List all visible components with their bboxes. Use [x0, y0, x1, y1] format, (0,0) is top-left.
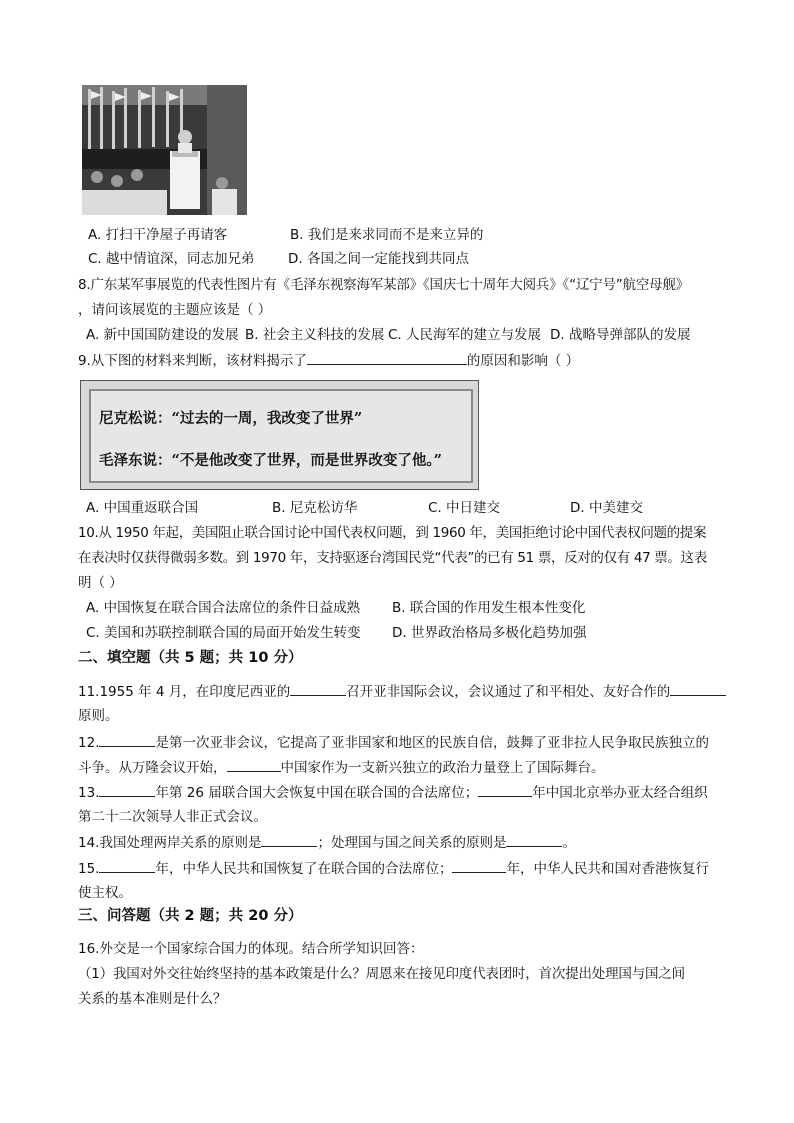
- q9-option-a[interactable]: A. 中国重返联合国: [86, 500, 199, 516]
- q12-blank-2[interactable]: [227, 757, 281, 772]
- q14-line: [78, 832, 576, 853]
- q9-stem: [78, 350, 579, 371]
- q11-blank-1[interactable]: [290, 681, 346, 696]
- q9-answer-blank[interactable]: [307, 350, 467, 365]
- q10-stem-line1: 10.从 1950 年起，美国阻止联合国讨论中国代表权问题，到 1960 年，美国拒绝讨论中国代表权问题的提案: [78, 525, 707, 541]
- q14-blank-2[interactable]: [506, 832, 562, 847]
- q9-option-d[interactable]: D. 中美建交: [570, 500, 643, 516]
- q14-blank-1[interactable]: [261, 832, 317, 847]
- q15-line2: 使主权。: [78, 885, 132, 901]
- q12-text-1: 12.: [78, 735, 100, 751]
- q13-blank-1[interactable]: [99, 782, 155, 797]
- q10-stem-line2: 在表决时仅获得微弱多数。到 1970 年，支持驱逐台湾国民党“代表”的已有 51 票，反对的仅有 47 票。这表: [78, 550, 707, 566]
- q10-stem-line3: 明（ ）: [78, 575, 123, 591]
- q11-line2: 原则。: [78, 708, 119, 724]
- q9-option-b[interactable]: B. 尼克松访华: [272, 500, 358, 516]
- q12-blank-1[interactable]: [99, 732, 155, 747]
- q15-text-2: 年，中华人民共和国恢复了在联合国的合法席位；: [155, 861, 453, 877]
- q11-text-1: 11.1955 年 4 月，在印度尼西亚的: [78, 684, 291, 700]
- q8-option-d[interactable]: D. 战略导弹部队的发展: [550, 327, 691, 343]
- q13-text-1: 13.: [78, 785, 100, 801]
- q8-stem-line1: 8.广东某军事展览的代表性图片有《毛泽东视察海军某部》《国庆七十周年大阅兵》《“辽宁号”航空母舰》: [78, 277, 690, 293]
- q16-stem: 16.外交是一个国家综合国力的体现。结合所学知识回答：: [78, 941, 424, 957]
- q13-line2: 第二十二次领导人非正式会议。: [78, 809, 267, 825]
- conference-photo: [82, 85, 247, 215]
- q11-blank-2[interactable]: [670, 681, 726, 696]
- q15-text-1: 15.: [78, 861, 100, 877]
- q9-stem-pre: 9.从下图的材料来判断，该材料揭示了: [78, 353, 307, 369]
- q14-text-2: ；处理国与国之间关系的原则是: [317, 835, 507, 851]
- q13-text-3: 年中国北京举办亚太经合组织: [532, 785, 708, 801]
- q14-text-3: 。: [562, 835, 576, 851]
- section-qa-title: 三、问答题（共 2 题；共 20 分）: [78, 908, 303, 924]
- q14-text-1: 14.我国处理两岸关系的原则是: [78, 835, 262, 851]
- q13-text-2: 年第 26 届联合国大会恢复中国在联合国的合法席位；: [155, 785, 479, 801]
- q11-line1: [78, 681, 726, 702]
- q16-sub1-line2: 关系的基本准则是什么？: [78, 991, 227, 1007]
- quote-panel: [89, 389, 473, 483]
- q12-text-2: 是第一次亚非会议，它提高了亚非国家和地区的民族自信，鼓舞了亚非拉人民争取民族独立的: [155, 735, 709, 751]
- q7-option-b[interactable]: B. 我们是来求同而不是来立异的: [290, 227, 484, 243]
- q12-line2: [78, 757, 605, 778]
- q7-option-d[interactable]: D. 各国之间一定能找到共同点: [288, 251, 469, 267]
- q8-stem-line2: ，请问该展览的主题应该是（ ）: [78, 302, 272, 318]
- q12-text-3: 斗争。从万隆会议开始，: [78, 760, 227, 776]
- q7-option-c[interactable]: C. 越中情谊深，同志加兄弟: [88, 251, 255, 267]
- q10-option-a[interactable]: A. 中国恢复在联合国合法席位的条件日益成熟: [86, 600, 361, 616]
- q9-option-c[interactable]: C. 中日建交: [428, 500, 501, 516]
- mao-quote: 毛泽东说：“不是他改变了世界，而是世界改变了他。”: [99, 452, 442, 469]
- q8-option-c[interactable]: C. 人民海军的建立与发展: [388, 327, 542, 343]
- q7-option-a[interactable]: A. 打扫干净屋子再请客: [88, 227, 228, 243]
- q13-blank-2[interactable]: [478, 782, 532, 797]
- q15-blank-1[interactable]: [99, 858, 155, 873]
- nixon-quote: 尼克松说：“过去的一周，我改变了世界”: [99, 410, 363, 427]
- q15-line1: [78, 858, 709, 879]
- q15-blank-2[interactable]: [452, 858, 506, 873]
- quote-image: [80, 380, 479, 490]
- q10-option-b[interactable]: B. 联合国的作用发生根本性变化: [392, 600, 586, 616]
- q15-text-3: 年，中华人民共和国对香港恢复行: [506, 861, 709, 877]
- q12-text-4: 中国家作为一支新兴独立的政治力量登上了国际舞台。: [280, 760, 605, 776]
- q10-option-d[interactable]: D. 世界政治格局多极化趋势加强: [392, 625, 587, 641]
- q9-stem-post: 的原因和影响（ ）: [466, 353, 580, 369]
- q11-text-2: 召开亚非国际会议，会议通过了和平相处、友好合作的: [346, 684, 671, 700]
- q8-option-b[interactable]: B. 社会主义科技的发展: [245, 327, 385, 343]
- section-fill-blank-title: 二、填空题（共 5 题；共 10 分）: [78, 650, 303, 666]
- q12-line1: [78, 732, 709, 753]
- q8-option-a[interactable]: A. 新中国国防建设的发展: [86, 327, 239, 343]
- q10-option-c[interactable]: C. 美国和苏联控制联合国的局面开始发生转变: [86, 625, 361, 641]
- q16-sub1-line1: （1）我国对外交往始终坚持的基本政策是什么？周恩来在接见印度代表团时，首次提出处理国与国之间: [78, 966, 685, 982]
- q13-line1: [78, 782, 708, 803]
